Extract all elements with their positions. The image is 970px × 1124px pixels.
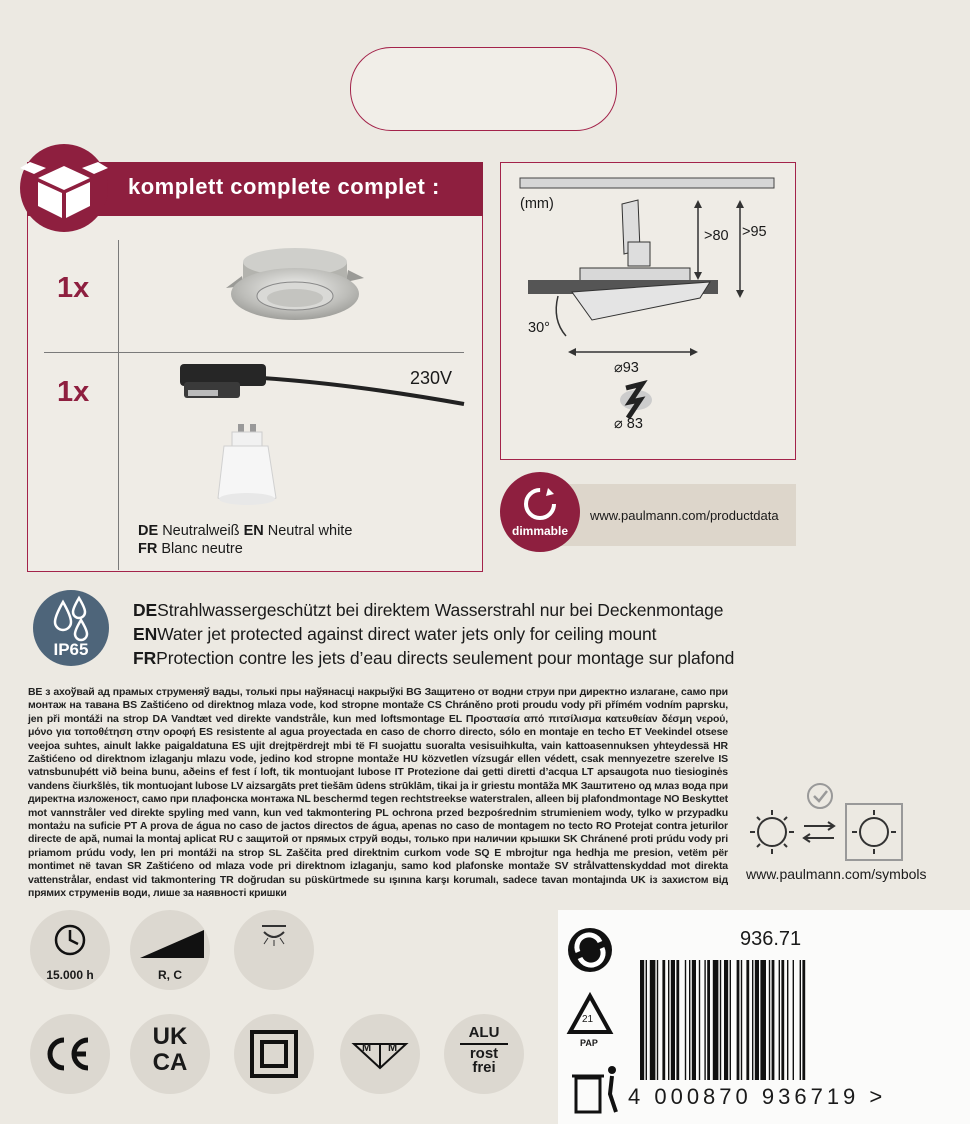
ip-text-fr: FRProtection contre les jets d’eau directs seulement pour montage sur plafond (133, 648, 735, 668)
tilt-label: 30° (528, 320, 550, 336)
light-color-label (138, 522, 352, 558)
barcode-bar (737, 960, 740, 1080)
barcode-bar (720, 960, 721, 1080)
table-divider-horizontal (44, 352, 464, 353)
barcode-bar (755, 960, 759, 1080)
depth-max-label: >95 (742, 224, 767, 240)
lang-code-en: EN (243, 523, 264, 539)
barcode-bars (640, 960, 910, 1080)
dimmer-type-label: R, C (158, 968, 182, 982)
barcode-bar (724, 960, 728, 1080)
barcode-bar (671, 960, 675, 1080)
barcode-bar (662, 960, 665, 1080)
dimension-drawing (510, 170, 790, 450)
lifetime-label: 15.000 h (46, 968, 94, 982)
barcode-bar (779, 960, 780, 1080)
beam-icon (234, 910, 314, 990)
barcode-bar (769, 960, 770, 1080)
barcode-bar (699, 960, 700, 1080)
barcode-bar (640, 960, 644, 1080)
barcode-bar (676, 960, 679, 1080)
ukca-label: UK CA (152, 1023, 188, 1076)
light-color-de: Neutralweiß (162, 523, 240, 539)
barcode-bar (787, 960, 788, 1080)
table-divider-vertical (118, 240, 119, 570)
barcode-bar (646, 960, 647, 1080)
barcode-bar (802, 960, 805, 1080)
ip-text-en: ENWater jet protected against direct water jets only for ceiling mount (133, 624, 657, 644)
barcode-bar (713, 960, 719, 1080)
replacement-symbol (748, 782, 908, 862)
barcode-bar (704, 960, 705, 1080)
light-color-fr: Blanc neutre (161, 541, 243, 557)
ip-text-de: DEStrahlwassergeschützt bei direktem Wasserstrahl nur bei Deckenmontage (133, 600, 724, 620)
barcode-bar (760, 960, 766, 1080)
barcode-bar (752, 960, 753, 1080)
unit-label: (mm) (520, 196, 554, 212)
voltage-label: 230V (410, 368, 453, 388)
gu10-bulb-image (210, 422, 280, 512)
barcode-bar (650, 960, 656, 1080)
lang-code-fr: FR (138, 541, 158, 557)
mm-mark-icon (340, 1014, 420, 1094)
contents-heading: komplett complete complet : (128, 174, 440, 199)
cutout-label: ⌀ 83 (614, 416, 643, 432)
barcode-bar (793, 960, 794, 1080)
fixture-ring-image (220, 240, 370, 324)
qty-fixture: 1x (57, 272, 90, 304)
barcode-bar (781, 960, 784, 1080)
barcode-bar (657, 960, 658, 1080)
diameter-label: ⌀93 (614, 360, 639, 376)
barcode-bar (668, 960, 669, 1080)
barcode-bar (800, 960, 801, 1080)
productdata-url[interactable]: www.paulmann.com/productdata (590, 508, 779, 523)
dimmable-label: dimmable (511, 524, 568, 538)
alu-rustfree-label: ALU rost frei (444, 1024, 524, 1075)
barcode-bar (689, 960, 690, 1080)
mm-label-2: M (388, 1042, 398, 1054)
hanger-tab (350, 47, 617, 131)
multilingual-ip-text: BE з ахоўвай ад прамых струменяў вады, толькі пры наўянасці накрыўкі BG Защитено от водни струи при директно излагане, само при монтаж на тавана BS Zaštićeno od direktnog mlaza vode, kod stropne montaže CS Chráněno proti proudu vody při přímém vodním paprsku, jen při montáži na strop DA Vandtæt ved direkte vandstråle, kun med loftsmontage EL Προστασία από πιτσίλισμα κατευθείαν δέσμη νερού, μόνο για τοποθέτηση στην οροφή ES resistente al agua proyectada en caso de chorro directo, sólo en montaje en techo ET Veekindel otsese veejoa suhtes, ainult lakke paigaldatuna ES ujit drejtpërdrejt mbi të FI suojattu suoralta vesisuihkulta, vain kattoasennuksen yhteydessä HR Zaštićeno od direktnom izlaganju mlazu vode, jedino kod stropne montaže HU közvetlen vízsugár ellen védett, csak mennyezetre szerelve IS vatnsbunuþétt við beina bunu, aðeins ef fest í loft, tik montuojant lubose IT Protezione dai getti diretti d’acqua LT apsaugota nuo tiesioginės vandens čiurkšlės, tik montuojant lubose LV aizsargāts pret tiešām ūdens strūklām, tikai ja ir griestu montāža MK Заштитено од млаз вода при директна изложеност, само при плафонска монтажа NL beschermd tegen rechtstreekse waterstralen, alleen bij plafondmontage NO Beskyttet mot vannstråler ved direkte spyling med vann, kun ved takmontering PL ochrona przed bezpośrednim strumieniem wody, tylko w przypadku montażu na suficie PT A prova de água no caso de jactos directos de água, apenas no caso de montagem no tecto RO Protejat contra jeturilor directe de apă, numai la montaj aplicat RU с защитой от прямых струй воды, только при наличии крышки SK Chránené proti prúdu vody pri priamom prúdu vody, len pri montáži na strop SL Zaščita pred direktnim curkom vode SQ E mbrojtur nga hedhja me presion, vetëm për montimet në tavan SR Zaštićeno od mlaza vode pri direktnom izlaganju, samo kod plafonske montaže SV strålvattenskyddad mot direkta vattenstrålar, endast vid takmontering TR doğrudan su püskürtmede su ışınına karşı korumalı, sadece tavan montajında UK із захистом від прямих струменів води, лише за наявності кришки (28, 686, 729, 900)
ce-mark-icon (30, 1014, 110, 1094)
light-color-en: Neutral white (267, 523, 353, 539)
barcode-bar (692, 960, 696, 1080)
qty-connector: 1x (57, 376, 90, 408)
barcode-bar (730, 960, 731, 1080)
barcode-bar (685, 960, 686, 1080)
barcode-bar (772, 960, 775, 1080)
pap-number: 21 (582, 1014, 594, 1025)
barcode-bar (741, 960, 742, 1080)
article-number: 936.71 (740, 928, 802, 950)
recycling-symbols (564, 924, 624, 1120)
ean-number: 4 000870 936719 > (628, 1084, 887, 1109)
lang-code-de: DE (138, 523, 159, 539)
dimmable-badge (500, 472, 580, 552)
ip-rating-label: IP65 (53, 640, 89, 659)
mm-label-1: M (362, 1042, 372, 1054)
symbols-url[interactable]: www.paulmann.com/symbols (746, 866, 927, 882)
pap-label: PAP (580, 1038, 598, 1048)
box-icon (20, 144, 108, 232)
protection-class-2-icon (234, 1014, 314, 1094)
depth-min-label: >80 (704, 228, 729, 244)
barcode-bar (707, 960, 710, 1080)
barcode-bar (746, 960, 749, 1080)
